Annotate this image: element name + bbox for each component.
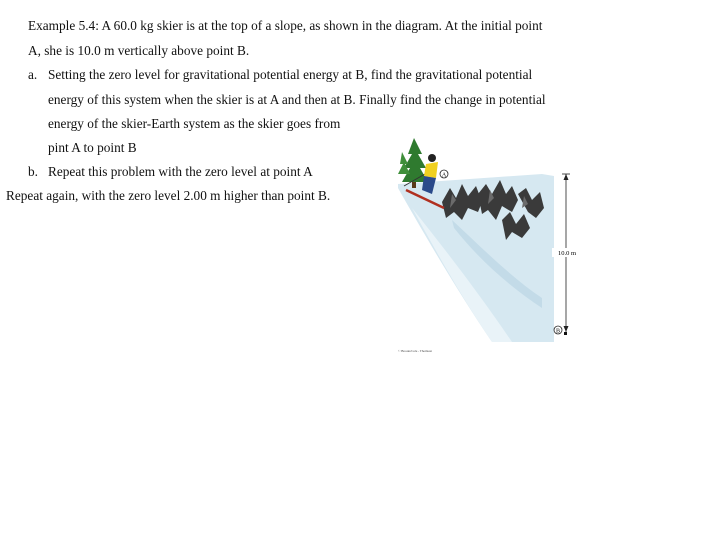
part-a-line2: energy of this system when the skier is at A and then at B. Finally find the change in potential (48, 92, 546, 107)
problem-intro-line1: Example 5.4: A 60.0 kg skier is at the top of a slope, as shown in the diagram. At the initial point (28, 18, 543, 33)
part-b-label: b. (28, 164, 38, 179)
height-label: 10.0 m (557, 250, 577, 257)
figure-credit: © Brooks/Cole - Thomson (398, 349, 432, 353)
part-a-line4: pint A to point B (48, 140, 137, 155)
repeat-instruction: Repeat again, with the zero level 2.00 m higher than point B. (6, 188, 331, 203)
problem-intro-line2: A, she is 10.0 m vertically above point B. (28, 43, 250, 58)
point-b-dot (564, 332, 567, 335)
ski-slope-figure (392, 128, 592, 360)
part-a-line1: Setting the zero level for gravitational potential energy at B, find the gravitational potential (48, 67, 533, 82)
point-a-label: A (441, 172, 447, 179)
part-a-line3: energy of the skier-Earth system as the skier goes from (48, 116, 341, 131)
skier-head (428, 154, 436, 162)
part-b-text: Repeat this problem with the zero level at point A (48, 164, 313, 179)
part-a-label: a. (28, 67, 38, 82)
ski-slope-illustration (392, 128, 592, 360)
skier-jacket (424, 162, 438, 178)
point-b-label: B (555, 328, 561, 335)
